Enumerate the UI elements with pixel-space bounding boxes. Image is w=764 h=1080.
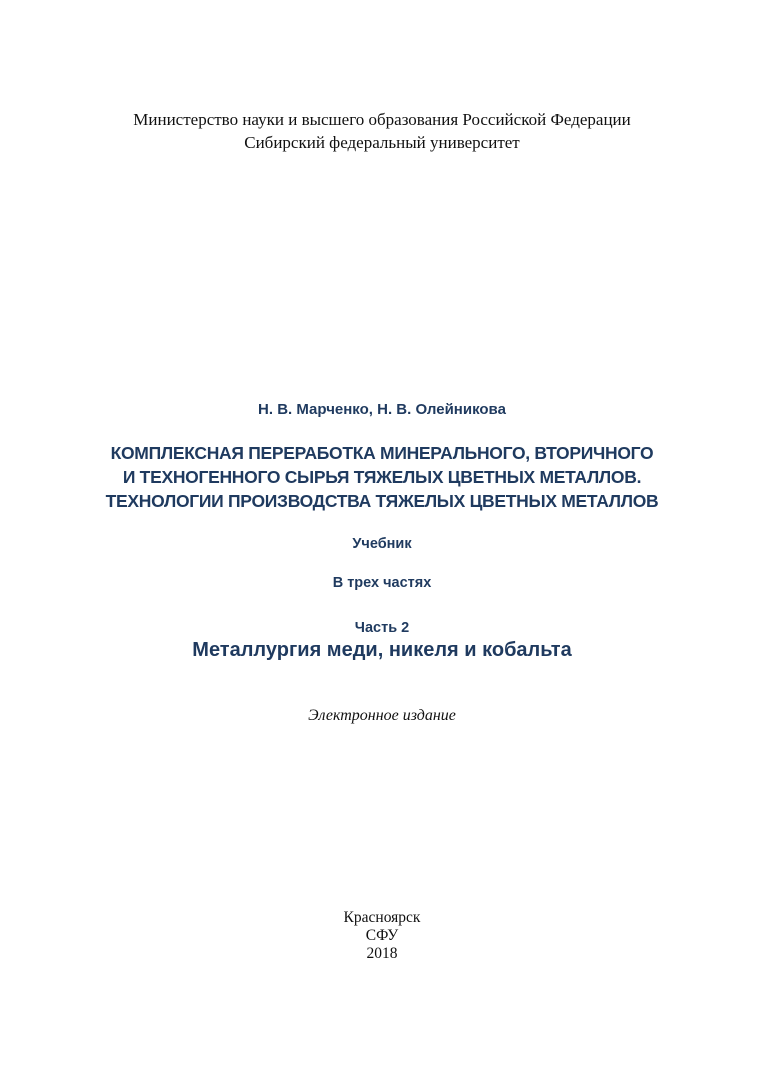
book-title-line-1: КОМПЛЕКСНАЯ ПЕРЕРАБОТКА МИНЕРАЛЬНОГО, ВТОРИЧНОГО	[110, 443, 654, 463]
book-type: Учебник	[352, 536, 412, 552]
part-number: Часть 2	[354, 620, 410, 636]
part-title: Металлургия меди, никеля и кобальта	[192, 639, 572, 661]
book-title-line-2: И ТЕХНОГЕННОГО СЫРЬЯ ТЯЖЕЛЫХ ЦВЕТНЫХ МЕТАЛЛОВ.	[122, 467, 642, 487]
imprint-year: 2018	[366, 945, 398, 962]
book-title-line-3: ТЕХНОЛОГИИ ПРОИЗВОДСТВА ТЯЖЕЛЫХ ЦВЕТНЫХ МЕТАЛЛОВ	[105, 491, 659, 511]
parts-note: В трех частях	[332, 575, 432, 591]
authors: Н. В. Марченко, Н. В. Олейникова	[258, 401, 506, 418]
university-name: Сибирский федеральный университет	[244, 133, 520, 152]
imprint-publisher: СФУ	[365, 927, 399, 944]
ministry-name: Министерство науки и высшего образования Российской Федерации	[133, 110, 631, 129]
edition-note: Электронное издание	[308, 707, 456, 724]
imprint-city: Красноярск	[343, 909, 421, 926]
